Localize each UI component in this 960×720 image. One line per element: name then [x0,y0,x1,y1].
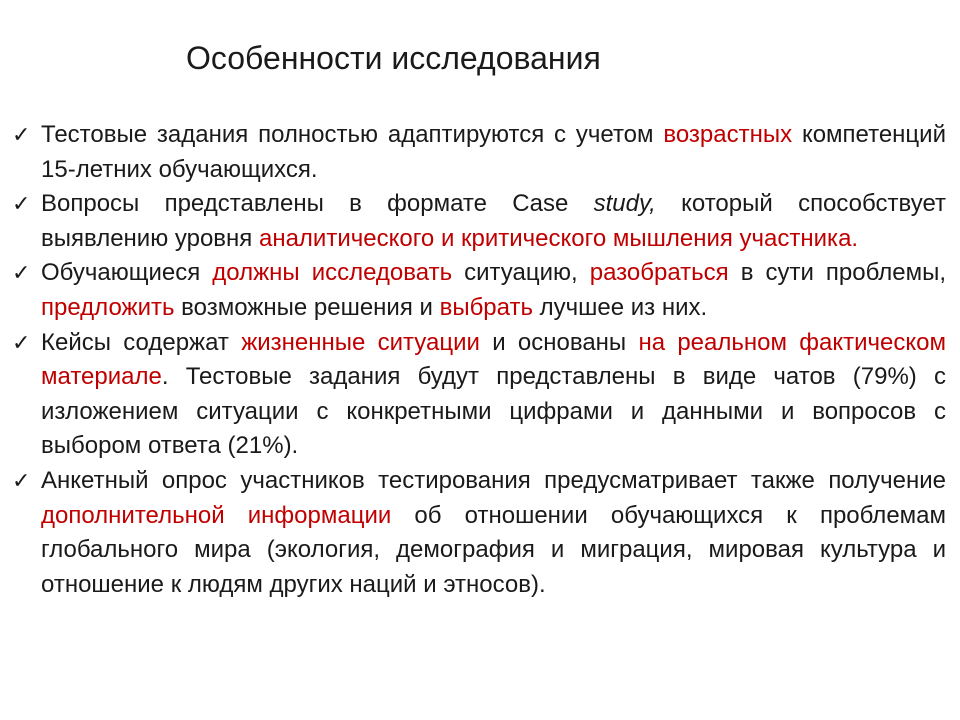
checkmark-icon: ✓ [12,467,31,493]
highlighted-text: дополнительной информации [41,501,392,529]
highlighted-text: должны исследовать [212,259,453,287]
checkmark-icon: ✓ [12,329,31,355]
text-segment: в сути проблемы, [728,259,947,287]
text-segment: возможные решения и [174,293,440,321]
text-segment: который способствует выявлению уровня [41,190,946,252]
text-segment: Анкетный опрос участников тестирования предусматривает также получение [41,466,946,494]
text-segment: Обучающиеся [41,259,213,287]
checkmark-icon: ✓ [12,191,31,217]
bullet-text [41,190,946,252]
text-segment: Кейсы содержат [41,328,242,356]
highlighted-text: жизненные ситуации [241,328,480,356]
slide-title: Особенности исследования [186,40,601,76]
text-segment: Вопросы представлены в формате Case [41,190,594,218]
text-segment: ситуацию, [452,259,590,287]
checkmark-icon: ✓ [12,260,31,286]
text-segment: . Тестовые задания будут представлены в виде чатов (79%) с изложением ситуации с конкретными цифрами и данными и вопросов с выбором ответа (21%). [41,363,946,460]
bullet-text [41,329,946,460]
text-segment: об отношении обучающихся к проблемам глобального мира (экология, демография и миграция, мировая культура и отношение к людям других наций и этносов). [41,501,947,598]
highlighted-text: аналитического и критического мышления участника. [258,224,859,252]
bullet-text [41,259,946,321]
bullet-item-4 [0,326,960,464]
checkmark-icon: ✓ [12,122,31,147]
text-segment: компетенций 15-летних обучающихся. [41,121,946,183]
bullet-item-2 [0,187,960,256]
highlighted-text: возрастных [663,121,793,148]
text-segment: и основаны [479,328,639,356]
bullet-item-5 [0,464,960,602]
highlighted-text: предложить [41,293,175,321]
highlighted-text: выбрать [439,293,533,321]
highlighted-text: разобраться [589,259,729,287]
bullet-item-1 [0,118,960,187]
bullet-item-3 [0,256,960,325]
bullet-list [0,118,960,602]
bullet-text [41,121,946,183]
italic-text: study, [593,190,656,218]
highlighted-text: на реальном фактическом материале [41,328,946,391]
bullet-text [41,467,946,598]
text-segment: Тестовые задания полностью адаптируются с учетом [41,121,664,148]
text-segment: лучшее из них. [532,293,708,321]
